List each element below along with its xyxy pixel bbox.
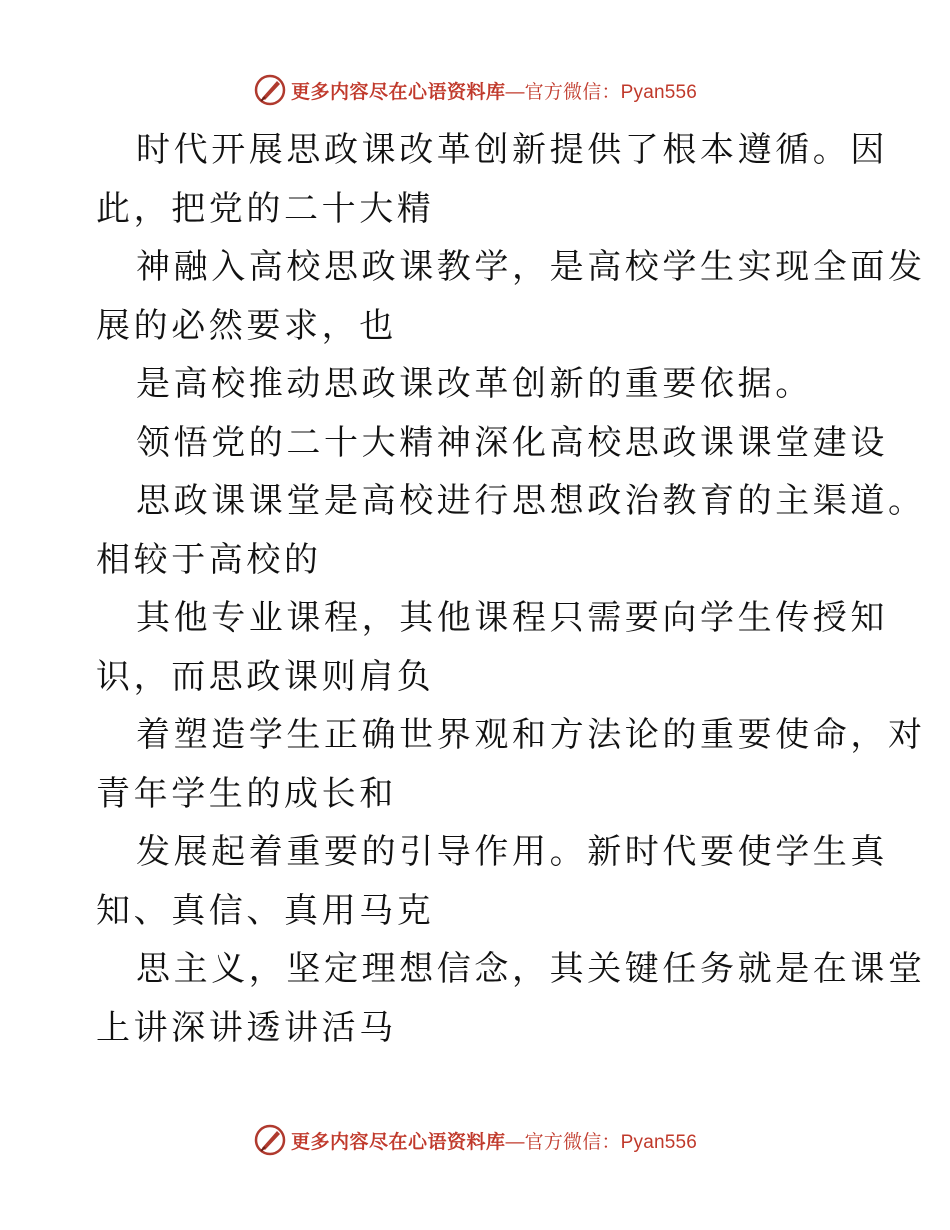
paragraph-line-second: 相较于高校的 (96, 539, 322, 580)
quill-pen-logo-icon (253, 1123, 287, 1157)
paragraph (96, 706, 926, 823)
banner-wechat: —官方微信：Pyan556 (505, 81, 698, 103)
paragraph (96, 823, 888, 940)
paragraph-line-second: 此，把党的二十大精 (96, 188, 435, 229)
paragraph-line-second: 知、真信、真用马克 (96, 890, 435, 931)
paragraph-line-first: 其他专业课程，其他课程只需要向学生传授知 (136, 598, 888, 638)
paragraph-line-first: 是高校推动思政课改革创新的重要依据。 (136, 364, 813, 404)
paragraph-line-second: 上讲深讲透讲活马 (96, 1007, 397, 1048)
footer-banner (0, 1120, 950, 1160)
paragraph-line-first: 神融入高校思政课教学，是高校学生实现全面发 (136, 247, 926, 287)
banner-title: 更多内容尽在心语资料库 (290, 80, 506, 103)
paragraph-line-first: 思政课课堂是高校进行思想政治教育的主渠道。 (136, 481, 926, 521)
paragraph-line-second: 展的必然要求，也 (96, 305, 397, 346)
paragraph-line-first: 领悟党的二十大精神深化高校思政课课堂建设 (136, 422, 888, 463)
paragraph (96, 355, 866, 414)
paragraph (96, 238, 926, 355)
paragraph-line-first: 着塑造学生正确世界观和方法论的重要使命，对 (136, 715, 926, 755)
paragraph-line-first: 思主义，坚定理想信念，其关键任务就是在课堂 (136, 949, 926, 989)
paragraph-line-first: 时代开展思政课改革创新提供了根本遵循。因 (136, 130, 888, 170)
banner-wechat: —官方微信：Pyan556 (505, 1131, 698, 1153)
document-body (96, 121, 926, 1057)
banner-title: 更多内容尽在心语资料库 (290, 1130, 506, 1153)
paragraph (96, 589, 888, 706)
section-heading (96, 414, 888, 473)
paragraph-line-second: 青年学生的成长和 (96, 773, 397, 814)
paragraph-line-first: 发展起着重要的引导作用。新时代要使学生真 (136, 832, 888, 872)
header-banner (0, 70, 950, 110)
quill-pen-logo-icon (253, 73, 287, 107)
paragraph (96, 121, 888, 238)
paragraph (96, 940, 926, 1057)
paragraph (96, 472, 926, 589)
paragraph-line-second: 识，而思政课则肩负 (96, 656, 435, 697)
